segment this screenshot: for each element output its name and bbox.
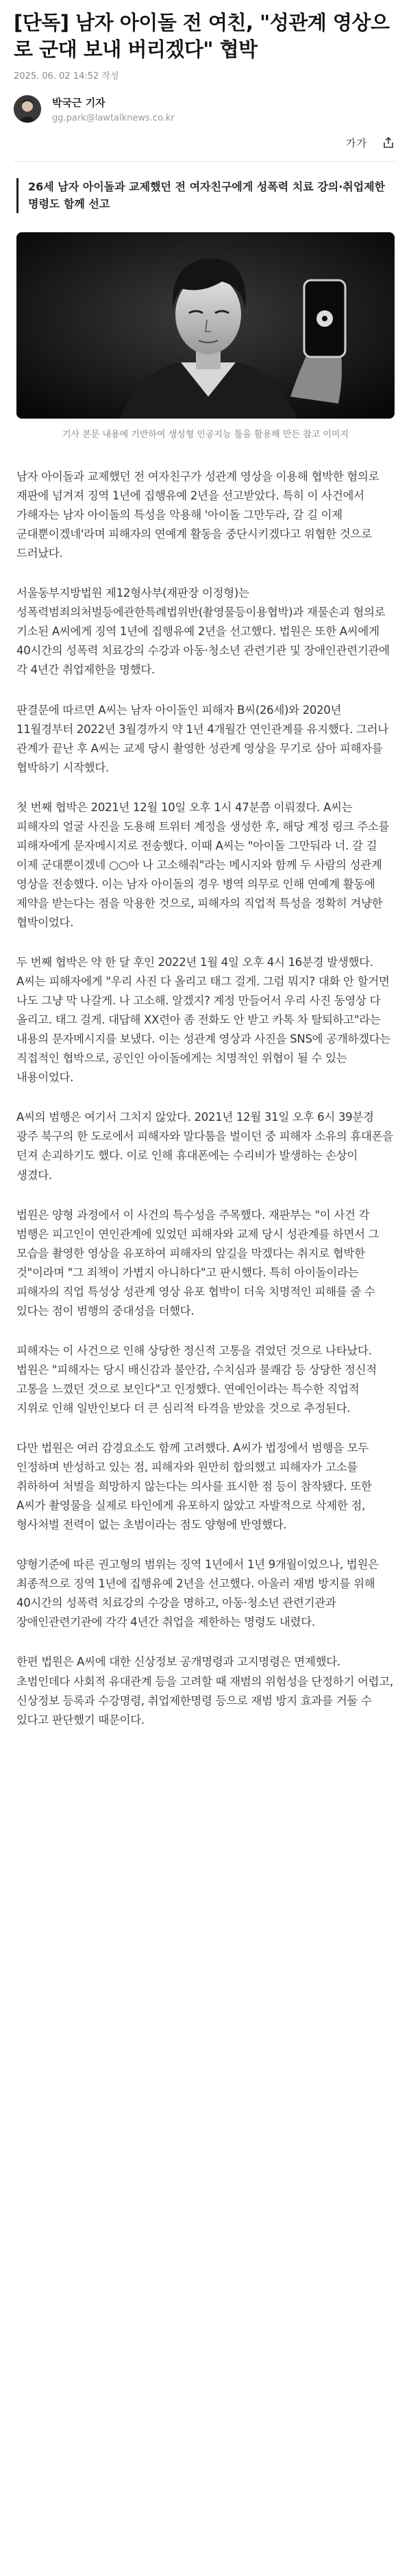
header-divider (14, 161, 397, 162)
article-body (16, 467, 395, 1730)
author-photo-icon (14, 95, 41, 123)
idol-phone-illustration (16, 232, 395, 419)
body-paragraph: 첫 번째 협박은 2021년 12월 10일 오후 1시 47분쯤 이뤄졌다. A씨는 피해자의 얼굴 사진을 도용해 트위터 계정을 생성한 후, 해당 계정 링크 주소를 피해자에게 문자메시지로 전송했다. 이때 A씨는 "아이돌 그만둬라 너. 갈 길 이제 군대뿐이겠네 ○○아 나 고소해줘"라는 메시지와 함께 두 사람의 성관계 영상을 전송했다. 이는 남자 아이돌의 경우 병역 의무로 인해 연예계 활동에 제약을 받는다는 점을 악용한 것으로, 피해자의 직업적 특성을 정확히 겨냥한 협박이었다. (16, 800, 390, 929)
body-paragraph: 법원은 양형 과정에서 이 사건의 특수성을 주목했다. 재판부는 "이 사건 각 범행은 피고인이 연인관계에 있었던 피해자와 교제 당시 성관계를 하면서 그 모습을 촬영한 영상을 유포하여 피해자의 앞길을 막겠다는 취지로 협박한 것"이라며 "그 죄책이 가볍지 아니하다"고 판시했다. 특히 아이돌이라는 피해자의 직업 특성상 성관계 영상 유포 협박이 더욱 치명적인 피해를 줄 수 있다는 점이 범행의 중대성을 더했다. (16, 1208, 379, 1317)
body-paragraph: 다만 법원은 여러 감경요소도 함께 고려했다. A씨가 법정에서 범행을 모두 인정하며 반성하고 있는 점, 피해자와 원만히 합의했고 피해자가 고소를 취하하여 처벌을 희망하지 않는다는 의사를 표시한 점 등이 참작됐다. 또한 A씨가 촬영물을 실제로 타인에게 유포하지 않았고 자발적으로 삭제한 점, 형사처벌 전력이 없는 초범이라는 점도 양형에 반영했다. (16, 1441, 372, 1532)
body-paragraph: 남자 아이돌과 교제했던 전 여자친구가 성관계 영상을 이용해 협박한 혐의로 재판에 넘겨져 징역 1년에 집행유예 2년을 선고받았다. 특히 이 사건에서 가해자는 남자 아이돌의 특성을 악용해 '아이돌 그만두라, 갈 길 이제 군대뿐이겠네'라며 피해자의 연예계 활동을 중단시키겠다고 위협한 것으로 드러났다. (16, 470, 379, 560)
body-paragraph: 판결문에 따르면 A씨는 남자 아이돌인 피해자 B씨(26세)와 2020년 11월경부터 2022년 3월경까지 약 1년 4개월간 연인관계를 유지했다. 그러나 관계가 끝난 후 A씨는 교제 당시 촬영한 성관계 영상을 무기로 삼아 피해자를 협박하기 시작했다. (16, 703, 388, 774)
font-size-button[interactable]: 가가 (346, 136, 367, 149)
body-paragraph: 양형기준에 따른 권고형의 범위는 징역 1년에서 1년 9개월이었으나, 법원은 최종적으로 징역 1년에 집행유예 2년을 선고했다. 아울러 재범 방지를 위해 40시간의 성폭력 치료강의 수강을 명하고, 아동·청소년 관련기관과 장애인관련기관에 각각 4년간 취업을 제한하는 명령도 내렸다. (16, 1558, 379, 1629)
article-subtitle: 26세 남자 아이돌과 교제했던 전 여자친구에게 성폭력 치료 강의·취업제한 명령도 함께 선고 (16, 178, 395, 213)
share-icon[interactable] (382, 136, 395, 149)
article-headline: [단독] 남자 아이돌 전 여친, "성관계 영상으로 군대 보내 버리겠다" 협박 (14, 11, 390, 62)
body-paragraph: 한편 법원은 A씨에 대한 신상정보 공개명령과 고지명령은 면제했다. 초범인데다 사회적 유대관계 등을 고려할 때 재범의 위험성을 단정하기 어렵고, 신상정보 등록과 수강명령, 취업제한명령 등으로 재범 방지 효과를 거둘 수 있다고 판단했기 때문이다. (16, 1655, 393, 1726)
article-date: 2025. 06. 02 14:52 작성 (14, 71, 119, 82)
author-email[interactable]: gg.park@lawtalknews.co.kr (52, 112, 175, 123)
body-paragraph: 피해자는 이 사건으로 인해 상당한 정신적 고통을 겪었던 것으로 나타났다. 법원은 "피해자는 당시 배신감과 불안감, 수치심과 불쾌감 등 상당한 정신적 고통을 느꼈던 것으로 보인다"고 인정했다. 연예인이라는 특수한 직업적 지위로 인해 일반인보다 더 큰 심리적 타격을 받았을 것으로 추정된다. (16, 1343, 377, 1415)
body-paragraph: 서울동부지방법원 제12형사부(재판장 이정형)는 성폭력범죄의처벌등에관한특례법위반(촬영물등이용협박)과 재물손괴 혐의로 기소된 A씨에게 징역 1년에 집행유예 2년을 선고했다. 법원은 또한 A씨에게 40시간의 성폭력 치료강의 수강과 아동·청소년 관련기관 및 장애인관련기관에 각 4년간 취업제한을 명했다. (16, 586, 390, 677)
author-avatar (14, 95, 41, 123)
article-image (16, 232, 395, 419)
body-paragraph: 두 번째 협박은 약 한 달 후인 2022년 1월 4일 오후 4시 16분경 발생했다. A씨는 피해자에게 "우리 사진 다 올리고 태그 걸게. 그럼 뭐지? 대화 안 할거면 나도 그냥 막 나갈게. 나 고소해. 알겠지? 계정 만들어서 우리 사진 동영상 다 올리고. 태그 걸게. 대답해 XX련아 좀 전화도 안 받고 카톡 차 탈퇴하고"라는 내용의 문자메시지를 보냈다. 이는 성관계 영상과 사진을 SNS에 공개하겠다는 직접적인 협박으로, 공인인 아이돌에게는 치명적인 위협이 될 수 있는 내용이었다. (16, 956, 391, 1085)
author-info (52, 95, 397, 123)
article-figure (16, 232, 395, 440)
body-paragraph: A씨의 범행은 여기서 그치지 않았다. 2021년 12월 31일 오후 6시 39분경 광주 북구의 한 도로에서 피해자와 말다툼을 벌이던 중 피해자 소유의 휴대폰을 던져 손괴하기도 했다. 이로 인해 휴대폰에는 수리비가 발생하는 손상이 생겼다. (16, 1111, 393, 1182)
author-row (0, 82, 411, 123)
article-tools (0, 123, 411, 150)
author-name[interactable]: 박국근 기자 (52, 96, 105, 109)
image-caption: 기사 본문 내용에 기반하여 생성형 인공지능 툴을 활용해 만든 참고 이미지 (62, 430, 349, 441)
